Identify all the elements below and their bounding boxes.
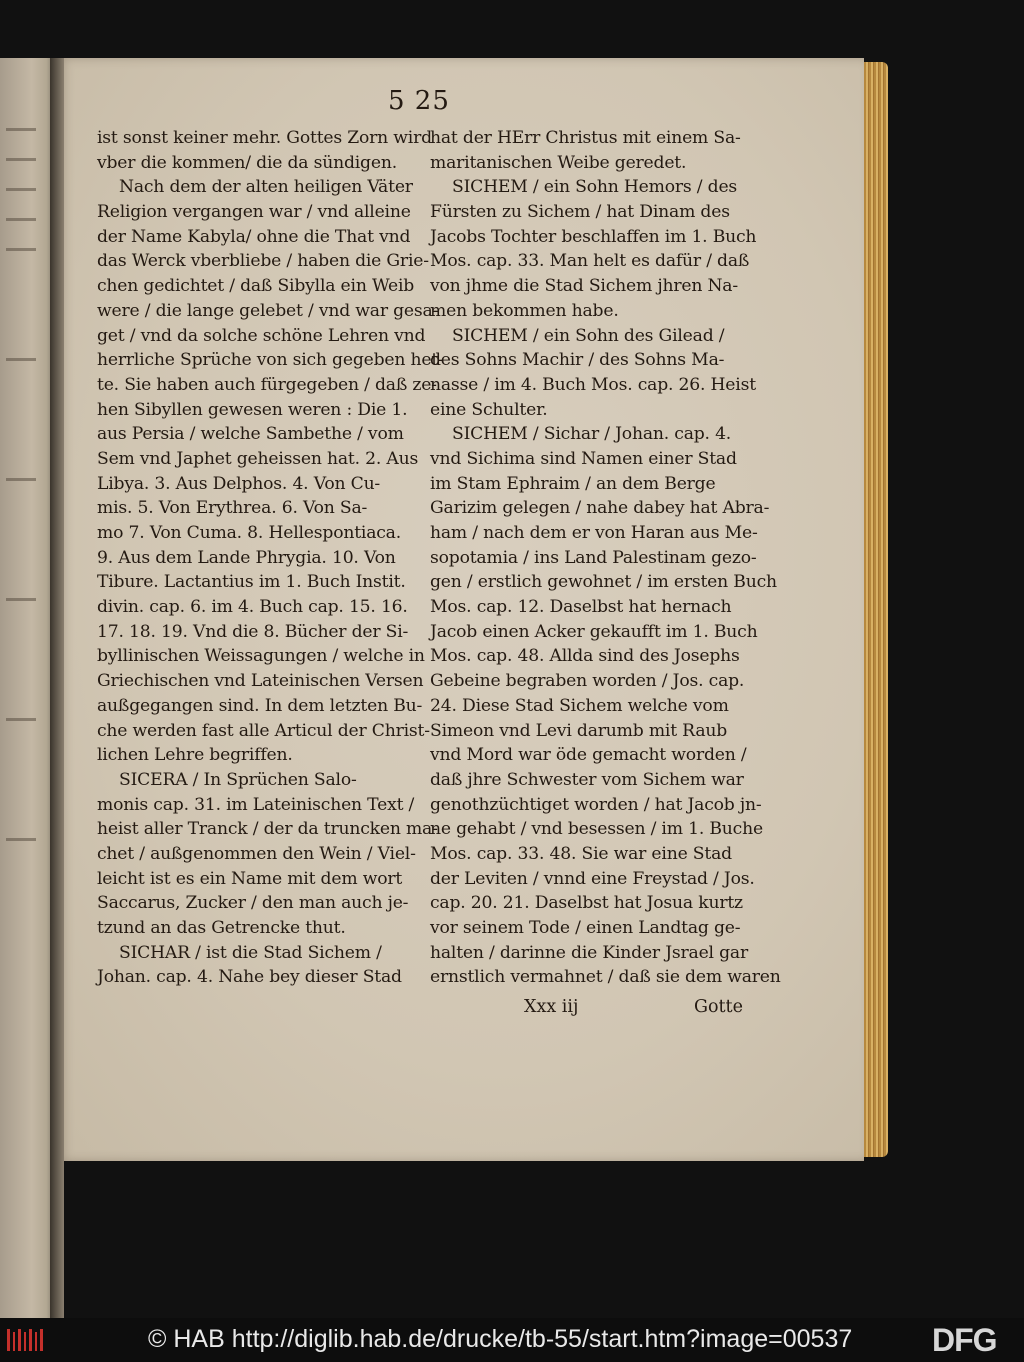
text-line: 9. Aus dem Lande Phrygia. 10. Von: [97, 547, 396, 568]
text-line: SICHAR / ist die Stad Sichem /: [119, 942, 382, 963]
text-line: hat der HErr Christus mit einem Sa-: [430, 128, 741, 148]
catchword: Gotte: [694, 997, 743, 1017]
text-line: were / die lange gelebet / vnd war gesa-: [97, 300, 439, 321]
text-line: Tibure. Lactantius im 1. Buch Instit.: [97, 572, 406, 593]
text-line: Griechischen vnd Lateinischen Versen: [97, 671, 424, 692]
text-line: Fürsten zu Sichem / hat Dinam des: [430, 202, 730, 223]
text-line: genothzüchtiget worden / hat Jacob jn-: [430, 794, 762, 815]
text-line: das Werck vberbliebe / haben die Grie-: [97, 251, 429, 272]
text-line: vnd Mord war öde gemacht worden /: [430, 745, 747, 766]
text-line: Garizim gelegen / nahe dabey hat Abra-: [430, 498, 770, 519]
text-line: mis. 5. Von Erythrea. 6. Von Sa-: [97, 498, 368, 519]
page-number: 5 25: [388, 86, 450, 116]
text-line: Libya. 3. Aus Delphos. 4. Von Cu-: [97, 473, 381, 494]
left-text-column: [97, 126, 444, 990]
text-line: tzund an das Getrencke thut.: [97, 918, 346, 938]
text-line: 24. Diese Stad Sichem welche vom: [430, 695, 729, 716]
text-line: Johan. cap. 4. Nahe bey dieser Stad: [97, 967, 402, 988]
text-line: lichen Lehre begriffen.: [97, 745, 293, 766]
text-line: SICHEM / Sichar / Johan. cap. 4.: [452, 424, 732, 445]
text-line: aus Persia / welche Sambethe / vom: [97, 424, 404, 445]
signature-mark: Xxx iij: [524, 997, 579, 1017]
copyright-url[interactable]: © HAB http://diglib.hab.de/drucke/tb-55/start.htm?image=00537: [148, 1325, 853, 1353]
text-line: halten / darinne die Kinder Jsrael gar: [430, 942, 748, 963]
text-line: SICERA / In Sprüchen Salo-: [119, 769, 357, 790]
text-line: chet / außgenommen den Wein / Viel-: [97, 843, 416, 864]
text-line: Jacob einen Acker gekaufft im 1. Buch: [430, 621, 758, 642]
text-line: leicht ist es ein Name mit dem wort: [97, 868, 403, 889]
text-line: ne gehabt / vnd besessen / im 1. Buche: [430, 819, 763, 840]
text-line: Sem vnd Japhet geheissen hat. 2. Aus: [97, 448, 419, 469]
text-line: Mos. cap. 33. Man helt es dafür / daß: [430, 251, 750, 272]
text-line: ernstlich vermahnet / daß sie dem waren: [430, 967, 781, 988]
text-line: herrliche Sprüche von sich gegeben het-: [97, 350, 444, 371]
text-line: von jhme die Stad Sichem jhren Na-: [430, 276, 738, 297]
binding-gutter: [50, 58, 64, 1318]
text-line: Simeon vnd Levi darumb mit Raub: [430, 720, 728, 741]
text-line: men bekommen habe.: [430, 300, 619, 321]
gilt-fore-edge: [864, 62, 888, 1157]
text-line: Nach dem der alten heiligen Väter: [119, 177, 413, 198]
text-line: eine Schulter.: [430, 399, 548, 420]
text-line: der Leviten / vnnd eine Freystad / Jos.: [430, 868, 755, 889]
text-line: sopotamia / ins Land Palestinam gezo-: [430, 547, 757, 568]
text-line: im Stam Ephraim / an dem Berge: [430, 473, 716, 494]
text-line: ham / nach dem er von Haran aus Me-: [430, 523, 758, 543]
text-line: vber die kommen/ die da sündigen.: [97, 152, 397, 173]
text-line: der Name Kabyla/ ohne die That vnd: [97, 226, 411, 247]
text-line: Saccarus, Zucker / den man auch je-: [97, 893, 409, 914]
text-line: monis cap. 31. im Lateinischen Text /: [97, 794, 415, 815]
text-line: daß jhre Schwester vom Sichem war: [430, 769, 744, 790]
text-line: vnd Sichima sind Namen einer Stad: [430, 448, 737, 469]
right-text-column: [430, 126, 781, 990]
text-line: byllinischen Weissagungen / welche in: [97, 646, 425, 667]
text-line: chen gedichtet / daß Sibylla ein Weib: [97, 276, 415, 297]
text-line: SICHEM / ein Sohn des Gilead /: [452, 325, 725, 346]
text-line: che werden fast alle Articul der Christ-: [97, 720, 430, 741]
text-line: te. Sie haben auch fürgegeben / daß ze-: [97, 374, 437, 395]
text-line: Mos. cap. 48. Allda sind des Josephs: [430, 646, 740, 667]
hab-library-logo: [6, 1326, 48, 1354]
text-line: divin. cap. 6. im 4. Buch cap. 15. 16.: [97, 597, 408, 618]
text-line: cap. 20. 21. Daselbst hat Josua kurtz: [430, 893, 743, 914]
text-line: Gebeine begraben worden / Jos. cap.: [430, 671, 745, 692]
text-line: mo 7. Von Cuma. 8. Hellespontiaca.: [97, 523, 401, 543]
text-line: ist sonst keiner mehr. Gottes Zorn wird: [97, 128, 432, 148]
text-line: außgegangen sind. In dem letzten Bu-: [97, 695, 423, 716]
text-line: Religion vergangen war / vnd alleine: [97, 202, 411, 223]
text-line: 17. 18. 19. Vnd die 8. Bücher der Si-: [97, 621, 409, 642]
text-line: vor seinem Tode / einen Landtag ge-: [430, 918, 741, 938]
text-line: Mos. cap. 12. Daselbst hat hernach: [430, 597, 732, 618]
text-line: get / vnd da solche schöne Lehren vnd: [97, 325, 426, 346]
text-line: Jacobs Tochter beschlaffen im 1. Buch: [430, 226, 757, 247]
text-line: maritanischen Weibe geredet.: [430, 152, 687, 173]
dfg-logo: DFG: [932, 1322, 997, 1358]
text-line: heist aller Tranck / der da truncken ma-: [97, 819, 438, 840]
text-line: hen Sibyllen gewesen weren : Die 1.: [97, 399, 408, 420]
text-line: Mos. cap. 33. 48. Sie war eine Stad: [430, 843, 732, 864]
text-line: gen / erstlich gewohnet / im ersten Buch: [430, 572, 777, 593]
text-line: nasse / im 4. Buch Mos. cap. 26. Heist: [430, 374, 756, 395]
text-line: SICHEM / ein Sohn Hemors / des: [452, 177, 738, 198]
text-line: des Sohns Machir / des Sohns Ma-: [430, 350, 725, 371]
